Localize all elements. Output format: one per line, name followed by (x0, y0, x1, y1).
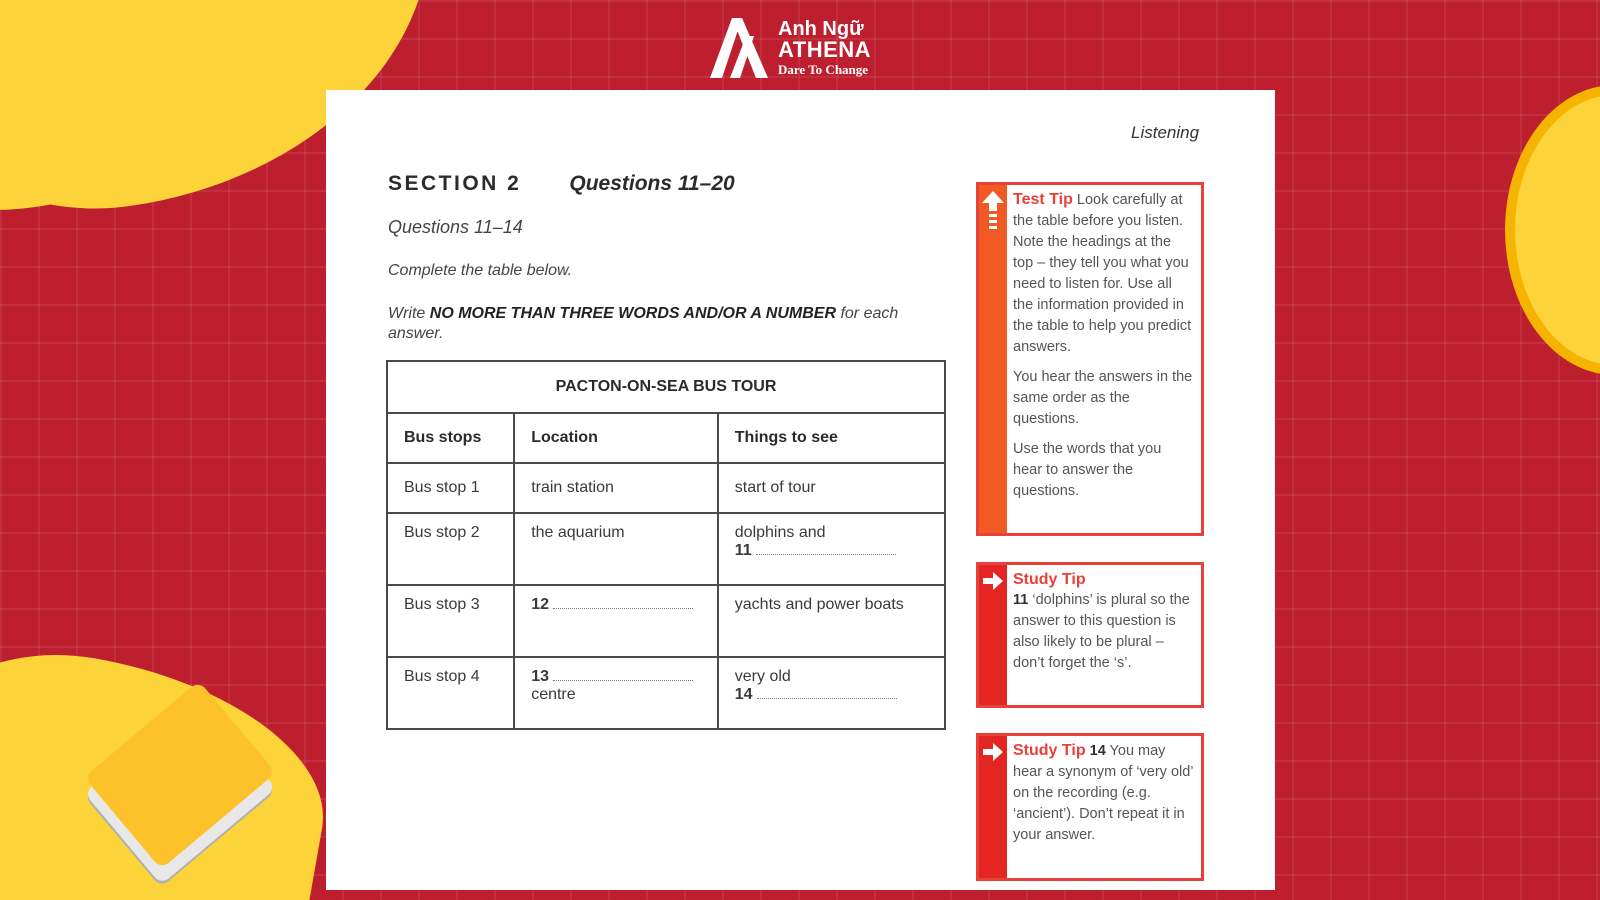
test-tip-text-1: Look carefully at the table before you listen. Note the headings at the top – they tell you what you need to listen for. Use all the information provided in the table to help you predict answers. (1013, 192, 1192, 355)
section-label: SECTION 2 (388, 172, 522, 195)
header-things-to-see: Things to see (718, 413, 945, 463)
cell-location: train station (514, 463, 718, 513)
cell-stop: Bus stop 1 (387, 463, 514, 513)
cell-location (514, 657, 718, 729)
answer-blank-12[interactable] (553, 597, 693, 609)
instruction-complete: Complete the table below. (388, 262, 573, 279)
table-row (387, 657, 945, 729)
cell-things (718, 657, 945, 729)
cell-things (718, 513, 945, 585)
brand-logo (708, 14, 871, 80)
cell-things-text: dolphins and (734, 524, 826, 541)
up-arrow-icon (981, 189, 1005, 233)
question-number-14: 14 (734, 686, 753, 703)
corner-label: Listening (1131, 123, 1200, 142)
answer-blank-13[interactable] (553, 669, 693, 681)
test-tip-text-3: Use the words that you hear to answer the questions. (1013, 441, 1162, 499)
cell-things: start of tour (718, 463, 945, 513)
answer-blank-14[interactable] (757, 687, 897, 699)
table-row (387, 513, 945, 585)
header-location: Location (514, 413, 718, 463)
table-row (387, 463, 945, 513)
instruction-write-pre: Write (388, 305, 430, 322)
instruction-write-bold: NO MORE THAN THREE WORDS AND/OR A NUMBER (429, 305, 836, 322)
cell-things: yachts and power boats (718, 585, 945, 657)
cell-location: the aquarium (514, 513, 718, 585)
right-arrow-icon (981, 569, 1005, 593)
cell-stop: Bus stop 2 (387, 513, 514, 585)
cell-location-after: centre (531, 686, 576, 703)
answer-blank-11[interactable] (756, 543, 896, 555)
section-heading (388, 172, 735, 196)
study-tip-11-title: Study Tip (1013, 571, 1086, 588)
sub-questions-label: Questions 11–14 (388, 217, 523, 237)
athena-logo-icon (708, 14, 770, 80)
header-bus-stops: Bus stops (387, 413, 514, 463)
worksheet-page (326, 90, 1275, 890)
cell-things-text: very old (734, 668, 791, 685)
question-number-13: 13 (531, 668, 549, 685)
cell-stop: Bus stop 4 (387, 657, 514, 729)
instruction-write (388, 304, 948, 344)
question-number-11: 11 (734, 542, 752, 559)
study-tip-14-number: 14 (1089, 743, 1106, 759)
section-questions: Questions 11–20 (569, 172, 735, 195)
brand-tagline: Dare To Change (778, 61, 869, 77)
study-tip-14-title: Study Tip (1013, 742, 1086, 759)
question-number-12: 12 (531, 596, 549, 613)
right-arrow-icon (981, 740, 1005, 764)
study-tip-14-box (976, 733, 1204, 881)
test-tip-box (976, 182, 1204, 536)
bus-tour-table (386, 360, 946, 730)
brand-name-line1: Anh Ngữ (778, 17, 864, 40)
decor-blob-right (1505, 85, 1600, 375)
instruction-write-post: for each answer. (388, 305, 899, 342)
cell-location (514, 585, 718, 657)
study-tip-11-text: ‘dolphins’ is plural so the answer to this question is also likely to be plural – don’t forget the ‘s’. (1013, 592, 1190, 671)
study-tip-14-text: You may hear a synonym of ‘very old’ on the recording (e.g. ‘ancient’). Don’t repeat it in your answer. (1013, 743, 1193, 843)
study-tip-11-number: 11 (1013, 592, 1029, 608)
table-row (387, 585, 945, 657)
cell-stop: Bus stop 3 (387, 585, 514, 657)
test-tip-title: Test Tip (1013, 191, 1073, 208)
table-title: PACTON-ON-SEA BUS TOUR (387, 361, 945, 413)
test-tip-text-2: You hear the answers in the same order as the questions. (1013, 369, 1193, 427)
brand-name-line2: ATHENA (778, 36, 872, 62)
study-tip-11-box (976, 562, 1204, 708)
